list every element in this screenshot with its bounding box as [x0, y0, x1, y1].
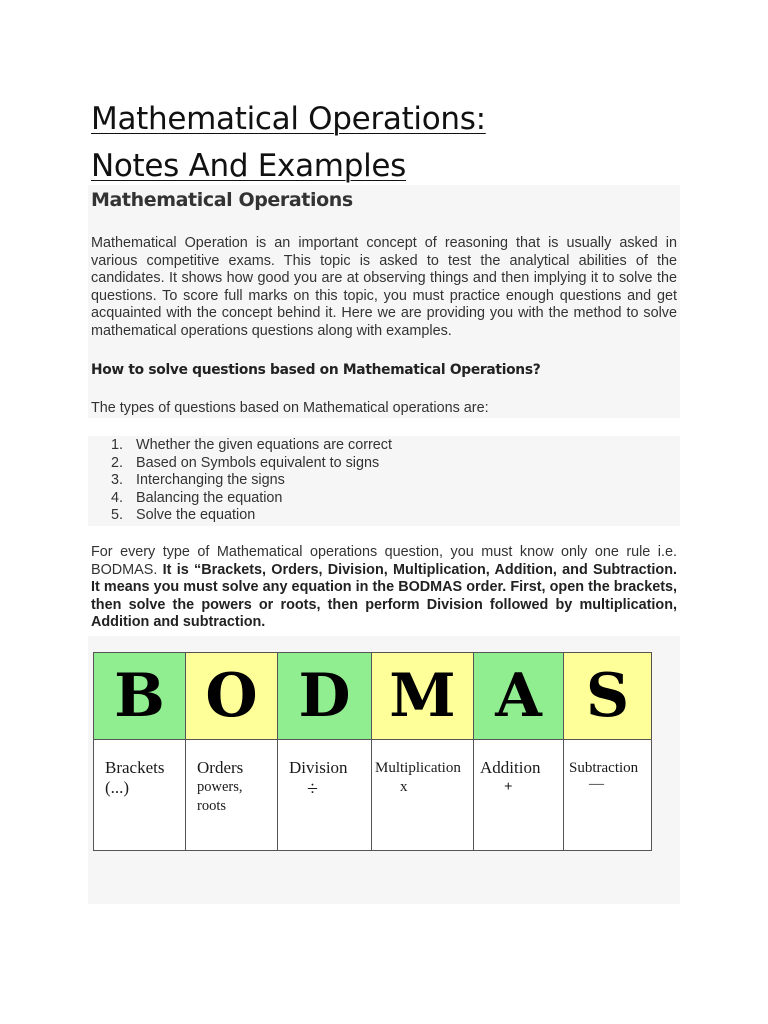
rule-paragraph: [91, 544, 677, 632]
list-item-number: 4.: [111, 489, 124, 506]
list-item-number: 2.: [111, 454, 124, 471]
list-item-text: Balancing the equation: [136, 489, 283, 506]
list-item-text: Based on Symbols equivalent to signs: [136, 454, 380, 471]
bodmas-cell-division: [278, 740, 372, 851]
bodmas-word-brackets: Brackets: [105, 758, 165, 777]
list-item: [91, 490, 392, 508]
list-item-text: Whether the given equations are correct: [136, 437, 392, 453]
list-item: [91, 507, 392, 525]
orders-detail-roots: roots: [197, 798, 226, 814]
list-item: [91, 455, 392, 473]
list-item: [91, 437, 392, 455]
bodmas-cell-addition: [474, 740, 564, 851]
bodmas-word-orders: Orders: [197, 758, 244, 777]
list-item-text: Solve the equation: [136, 507, 256, 524]
rule-bold-text: It is “Brackets, Orders, Division, Multiplication, Addition, and Subtraction. It means you must solve any equation in the BODMAS order. First, open the brackets, then solve the powers or roots, then perform Division followed by multiplication, Addition and subtraction.: [91, 561, 677, 631]
bodmas-letter-b: B: [94, 653, 186, 740]
brackets-symbol: (...): [105, 778, 130, 797]
bodmas-word-division: Division: [289, 758, 348, 777]
minus-sign-icon: —: [589, 776, 604, 792]
plus-sign-icon: +: [504, 779, 513, 795]
list-item: [91, 472, 392, 490]
orders-detail-powers: powers,: [197, 779, 243, 795]
page-title-line-2: Notes And Examples: [91, 148, 407, 184]
bodmas-letter-m: M: [372, 653, 474, 740]
page-title-line-1: Mathematical Operations:: [91, 101, 486, 137]
multiplication-sign-icon: x: [400, 779, 408, 795]
list-item-number: 1.: [111, 437, 124, 453]
bodmas-cell-subtraction: [564, 740, 652, 851]
bodmas-letter-s: S: [564, 653, 652, 740]
page-title: [91, 96, 691, 190]
bodmas-letter-o: O: [186, 653, 278, 740]
bodmas-cell-orders: [186, 740, 278, 851]
bodmas-letter-a: A: [474, 653, 564, 740]
list-item-number: 3.: [111, 472, 124, 489]
rule-text: For every type of Mathematical operations question, you must know only one rule i.e. BODMAS.: [91, 544, 677, 578]
section-heading: Mathematical Operations: [91, 189, 353, 211]
bodmas-word-addition: Addition: [480, 758, 541, 777]
bodmas-word-multiplication: Multiplication: [375, 760, 461, 776]
types-intro: The types of questions based on Mathematical operations are:: [91, 400, 489, 416]
bodmas-table: [93, 652, 652, 851]
sub-heading: How to solve questions based on Mathematical Operations?: [91, 362, 541, 378]
division-sign-icon: ÷: [307, 778, 318, 800]
list-item-number: 5.: [111, 507, 124, 524]
intro-paragraph: Mathematical Operation is an important concept of reasoning that is usually asked in various competitive exams. This topic is asked to test the analytical abilities of the candidates. It shows how good you are at observing things and then implying it to solve the questions. To score full marks on this topic, you must practice enough questions and get acquainted with the concept behind it. Here we are providing you with the method to solve mathematical operations questions along with examples.: [91, 235, 677, 339]
list-item-text: Interchanging the signs: [136, 472, 285, 489]
bodmas-letter-row: [94, 653, 652, 740]
bodmas-description-row: [94, 740, 652, 851]
types-list: [91, 437, 392, 525]
bodmas-word-subtraction: Subtraction: [569, 760, 639, 776]
bodmas-cell-multiplication: [372, 740, 474, 851]
bodmas-cell-brackets: [94, 740, 186, 851]
bodmas-letter-d: D: [278, 653, 372, 740]
